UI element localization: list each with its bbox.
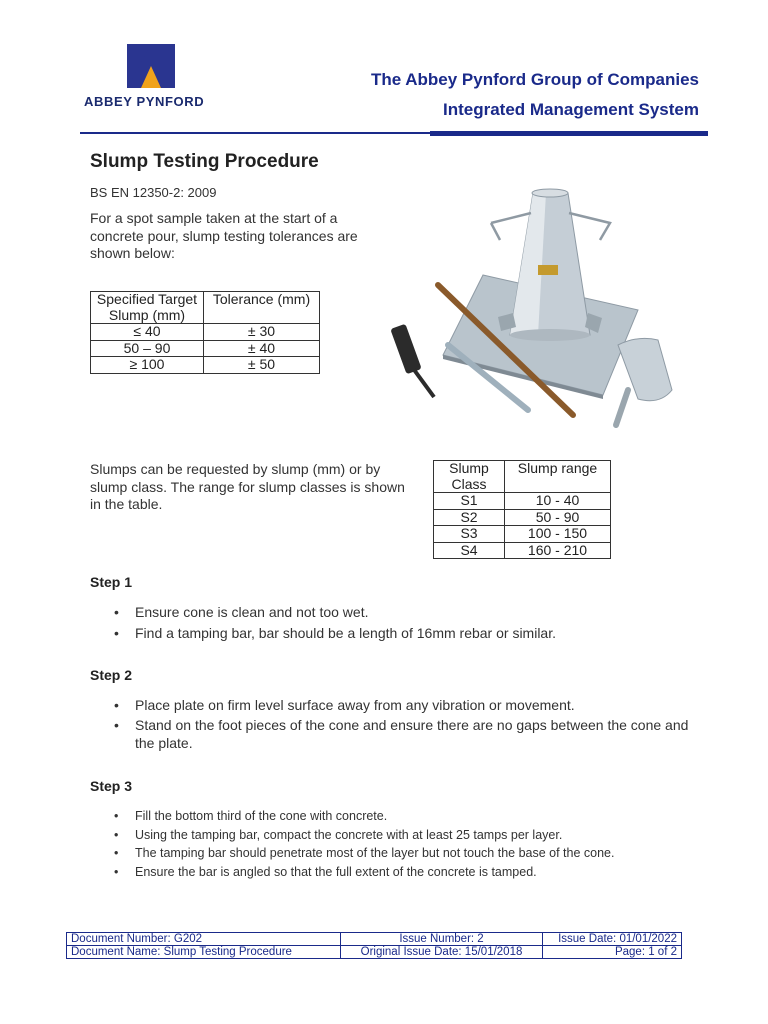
logo-wordmark: ABBEY PYNFORD bbox=[84, 94, 205, 109]
page-number: Page: 1 of 2 bbox=[543, 946, 682, 959]
table-header-row bbox=[91, 292, 320, 324]
table-row bbox=[434, 493, 611, 510]
table-cell: 100 - 150 bbox=[505, 526, 611, 543]
standard-reference: BS EN 12350-2: 2009 bbox=[90, 185, 217, 200]
slump-test-kit-photo bbox=[388, 185, 680, 430]
step-2-heading: Step 2 bbox=[90, 667, 133, 683]
list-item: • The tamping bar should penetrate most of the layer but not touch the base of the cone. bbox=[90, 844, 710, 863]
step-1-list bbox=[90, 602, 690, 644]
document-number: Document Number: G202 bbox=[67, 933, 341, 946]
list-item: • Find a tamping bar, bar should be a length of 16mm rebar or similar. bbox=[90, 623, 690, 644]
table-row bbox=[91, 324, 320, 341]
table-header-cell: Tolerance (mm) bbox=[204, 292, 320, 324]
table-row bbox=[434, 526, 611, 543]
document-footer bbox=[66, 932, 682, 959]
table-cell: ± 40 bbox=[204, 340, 320, 357]
table-row bbox=[434, 542, 611, 559]
table-cell: ≥ 100 bbox=[91, 357, 204, 374]
slump-class-paragraph: Slumps can be requested by slump (mm) or by slump class. The range for slump classes is shown in the table. bbox=[90, 461, 405, 512]
list-item: • Place plate on firm level surface away from any vibration or movement. bbox=[90, 696, 690, 714]
list-item: • Stand on the foot pieces of the cone and ensure there are no gaps between the cone and the plate. bbox=[90, 716, 690, 752]
table-cell: 160 - 210 bbox=[505, 542, 611, 559]
abbey-pynford-logo-icon bbox=[127, 44, 175, 88]
issue-date: Issue Date: 01/01/2022 bbox=[543, 933, 682, 946]
step-2-list bbox=[90, 696, 690, 754]
table-row bbox=[91, 357, 320, 374]
header-divider-accent bbox=[430, 131, 708, 136]
step-3-list bbox=[90, 807, 710, 881]
document-name: Document Name: Slump Testing Procedure bbox=[67, 946, 341, 959]
footer-row bbox=[67, 933, 682, 946]
tolerance-table bbox=[90, 291, 320, 374]
table-cell: 10 - 40 bbox=[505, 493, 611, 510]
intro-paragraph: For a spot sample taken at the start of a concrete pour, slump testing tolerances are shown below: bbox=[90, 210, 358, 261]
list-item: • Fill the bottom third of the cone with concrete. bbox=[90, 807, 710, 826]
step-1-heading: Step 1 bbox=[90, 574, 133, 590]
table-cell: S2 bbox=[434, 509, 505, 526]
table-cell: ± 50 bbox=[204, 357, 320, 374]
list-item: • Using the tamping bar, compact the concrete with at least 25 tamps per layer. bbox=[90, 826, 710, 845]
table-header-cell: Slump range bbox=[505, 461, 611, 493]
slump-class-table bbox=[433, 460, 611, 559]
table-cell: 50 – 90 bbox=[91, 340, 204, 357]
table-cell: S3 bbox=[434, 526, 505, 543]
issue-number: Issue Number: 2 bbox=[341, 933, 543, 946]
table-row bbox=[434, 509, 611, 526]
list-item: • Ensure the bar is angled so that the full extent of the concrete is tamped. bbox=[90, 863, 710, 882]
original-issue-date: Original Issue Date: 15/01/2018 bbox=[341, 946, 543, 959]
system-name: Integrated Management System bbox=[442, 100, 699, 119]
page-title: Slump Testing Procedure bbox=[90, 151, 319, 172]
step-3-heading: Step 3 bbox=[90, 778, 133, 794]
table-cell: ≤ 40 bbox=[91, 324, 204, 341]
table-header-row bbox=[434, 461, 611, 493]
table-cell: S4 bbox=[434, 542, 505, 559]
table-header-cell: Specified Target Slump (mm) bbox=[91, 292, 204, 324]
table-row bbox=[91, 340, 320, 357]
footer-row bbox=[67, 946, 682, 959]
table-cell: ± 30 bbox=[204, 324, 320, 341]
list-item: • Ensure cone is clean and not too wet. bbox=[90, 602, 690, 623]
table-cell: 50 - 90 bbox=[505, 509, 611, 526]
table-header-cell: Slump Class bbox=[434, 461, 505, 493]
footer-table bbox=[66, 932, 682, 959]
table-cell: S1 bbox=[434, 493, 505, 510]
company-name: The Abbey Pynford Group of Companies bbox=[370, 70, 699, 89]
